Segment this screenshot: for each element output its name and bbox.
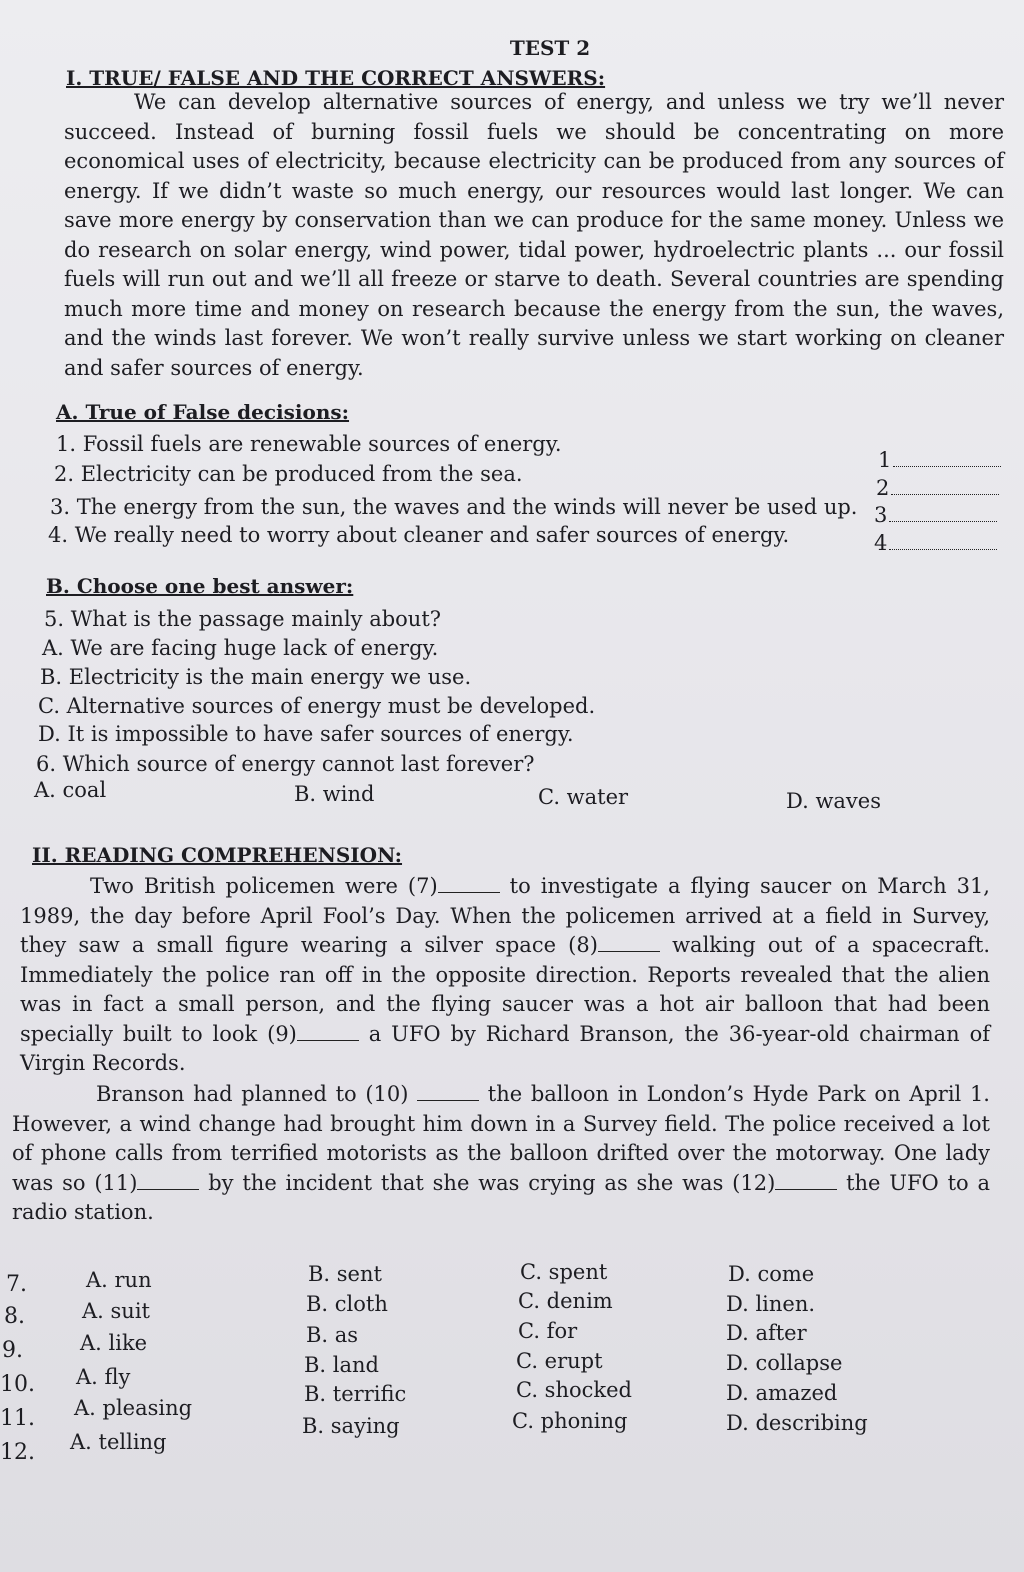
p1-text-1: Two British policemen were (7) xyxy=(90,874,438,898)
q5-option-a: A. We are facing huge lack of energy. xyxy=(42,636,439,660)
answer-8-c[interactable]: C. denim xyxy=(518,1289,613,1313)
answer-8-a[interactable]: A. suit xyxy=(82,1299,150,1323)
tf-item-3: 3. The energy from the sun, the waves and the winds will never be used up. xyxy=(50,495,858,519)
page-title: TEST 2 xyxy=(509,36,591,60)
answer-10-b[interactable]: B. land xyxy=(304,1353,379,1377)
blank-10[interactable] xyxy=(417,1100,479,1101)
blank-12[interactable] xyxy=(775,1189,837,1190)
q5-option-c: C. Alternative sources of energy must be developed. xyxy=(38,694,596,718)
ufo-paragraph-2 xyxy=(12,1080,990,1228)
answer-8-b[interactable]: B. cloth xyxy=(306,1292,388,1316)
q6-option-a: A. coal xyxy=(34,778,107,802)
answer-9-num: 9. xyxy=(2,1338,23,1363)
answer-12-c[interactable]: C. phoning xyxy=(512,1409,628,1433)
answer-blank-2-label: 2 xyxy=(876,476,890,500)
energy-passage xyxy=(64,88,1004,383)
answer-blank-2[interactable] xyxy=(876,476,999,500)
answer-7-c[interactable]: C. spent xyxy=(520,1260,608,1284)
answer-7-a[interactable]: A. run xyxy=(86,1268,152,1292)
answer-blank-4[interactable] xyxy=(874,531,997,555)
answer-12-b[interactable]: B. saying xyxy=(302,1414,400,1438)
blank-8[interactable] xyxy=(598,951,660,952)
answer-blank-3-label: 3 xyxy=(874,503,888,527)
answer-8-num: 8. xyxy=(4,1304,25,1329)
p1-text-4: a UFO by Richard Branson, the 36-year-old chairman of Virgin Records. xyxy=(20,1021,990,1075)
answer-12-a[interactable]: A. telling xyxy=(70,1430,167,1454)
answer-9-b[interactable]: B. as xyxy=(306,1323,359,1347)
answer-blank-4-label: 4 xyxy=(874,531,888,555)
answer-line-1[interactable] xyxy=(893,448,1001,467)
blank-9[interactable] xyxy=(297,1040,359,1041)
answer-7-num: 7. xyxy=(6,1272,27,1297)
answer-line-2[interactable] xyxy=(891,476,999,495)
answer-line-3[interactable] xyxy=(889,503,997,522)
blank-7[interactable] xyxy=(438,892,500,893)
answer-9-c[interactable]: C. for xyxy=(518,1319,578,1343)
answer-11-num: 11. xyxy=(0,1406,35,1431)
answer-blank-1-label: 1 xyxy=(878,448,892,472)
answer-9-a[interactable]: A. like xyxy=(80,1331,148,1355)
ufo-passage-1 xyxy=(20,872,990,1079)
answer-7-b[interactable]: B. sent xyxy=(308,1262,382,1286)
blank-11[interactable] xyxy=(137,1189,199,1190)
answer-10-c[interactable]: C. erupt xyxy=(516,1349,603,1373)
p2-text-1: Branson had planned to (10) xyxy=(96,1082,418,1106)
q5-option-d: D. It is impossible to have safer sources of energy. xyxy=(38,722,574,746)
answer-11-b[interactable]: B. terrific xyxy=(304,1382,407,1406)
p1-text-2: to investigate a flying saucer on March 31, 1989, the day before April Fool’s Day. When the policemen arrived at a field in Survey, they saw a small figure wearing a silver space (8) xyxy=(20,874,990,957)
answer-line-4[interactable] xyxy=(889,531,997,550)
section2-heading: II. READING COMPREHENSION: xyxy=(32,843,403,867)
partB-heading: B. Choose one best answer: xyxy=(46,574,354,598)
answer-10-num: 10. xyxy=(0,1372,35,1397)
answer-10-a[interactable]: A. fly xyxy=(76,1365,131,1389)
partA-heading: A. True of False decisions: xyxy=(56,400,350,424)
answer-11-d[interactable]: D. amazed xyxy=(726,1381,838,1405)
q5-option-b: B. Electricity is the main energy we use. xyxy=(40,665,472,689)
tf-item-1: 1. Fossil fuels are renewable sources of energy. xyxy=(56,432,562,456)
ufo-paragraph-1 xyxy=(20,872,990,1079)
answer-9-d[interactable]: D. after xyxy=(726,1321,807,1345)
section1-heading: I. TRUE/ FALSE AND THE CORRECT ANSWERS: xyxy=(66,66,606,90)
answer-12-num: 12. xyxy=(0,1440,35,1465)
p2-text-2: the balloon in London’s Hyde Park on April 1. However, a wind change had brought him down in a Survey field. The police received a lot of phone calls from terrified motorists as the balloon drifted over the motorway. One lady was so (11) xyxy=(12,1082,990,1195)
answer-blank-3[interactable] xyxy=(874,503,997,527)
answer-8-d[interactable]: D. linen. xyxy=(726,1292,816,1316)
p2-text-4: the UFO to a radio station. xyxy=(12,1170,990,1224)
tf-item-2: 2. Electricity can be produced from the sea. xyxy=(54,462,523,486)
q6-option-d: D. waves xyxy=(786,789,882,813)
answer-12-d[interactable]: D. describing xyxy=(726,1411,868,1435)
energy-passage-text: We can develop alternative sources of energy, and unless we try we’ll never succeed. Instead of burning fossil fuels we should be concentrating on more economical uses of electricity, because electricity can be produced from any sources of energy. If we didn’t waste so much energy, our resources would last longer. We can save more energy by conservation than we can produce for the same money. Unless we do research on solar energy, wind power, tidal power, hydroelectric plants ... our fossil fuels will run out and we’ll all freeze or starve to death. Several countries are spending much more time and money on research because the energy from the sun, the waves, and the winds last forever. We won’t really survive unless we start working on cleaner and safer sources of energy. xyxy=(64,90,1004,380)
answer-11-a[interactable]: A. pleasing xyxy=(74,1396,193,1420)
question-5: 5. What is the passage mainly about? xyxy=(44,607,442,631)
q6-option-c: C. water xyxy=(538,785,629,809)
q6-option-b: B. wind xyxy=(294,782,375,806)
ufo-passage-2 xyxy=(12,1080,990,1228)
answer-7-d[interactable]: D. come xyxy=(728,1262,815,1286)
answer-11-c[interactable]: C. shocked xyxy=(516,1378,632,1402)
answer-10-d[interactable]: D. collapse xyxy=(726,1351,843,1375)
tf-item-4: 4. We really need to worry about cleaner and safer sources of energy. xyxy=(48,523,790,547)
p1-text-3: walking out of a spacecraft. Immediately the police ran off in the opposite direction. Reports revealed that the alien was in fact a small person, and the flying saucer was a hot air balloon that had been specially built to look (9) xyxy=(20,933,990,1046)
answer-blank-1[interactable] xyxy=(878,448,1001,472)
p2-text-3: by the incident that she was crying as she was (12) xyxy=(199,1170,776,1195)
question-6: 6. Which source of energy cannot last forever? xyxy=(36,752,535,776)
